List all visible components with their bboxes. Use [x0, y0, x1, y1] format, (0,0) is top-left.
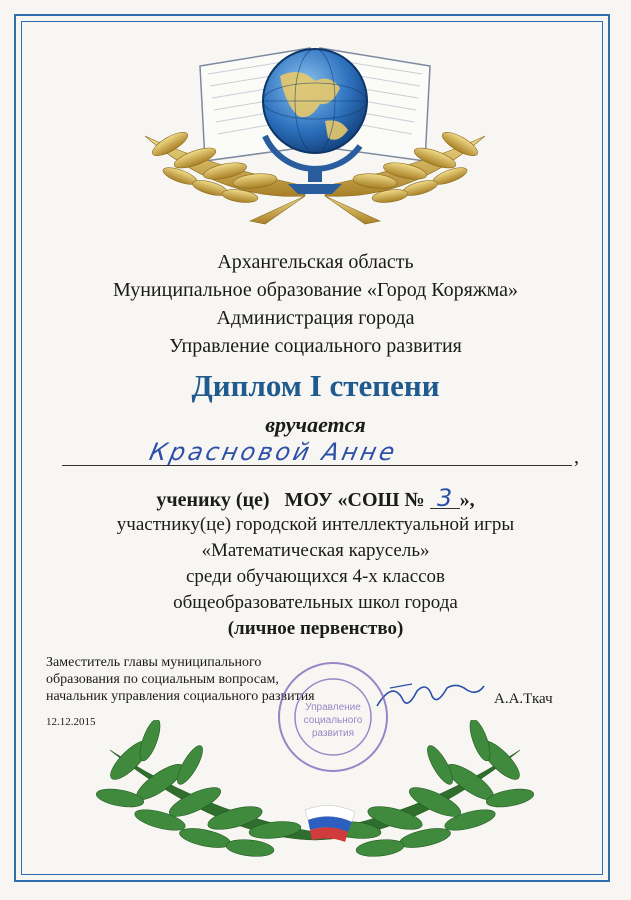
globe-book-emblem-icon: [100, 26, 530, 226]
signatory-line1: Заместитель главы муниципального: [46, 655, 262, 670]
school-number: 3: [430, 488, 460, 509]
competition-type-text: (личное первенство): [227, 618, 404, 639]
grade-line: среди обучающихся 4-х классов: [185, 566, 446, 587]
header-region: Архангельская область: [217, 251, 414, 273]
issue-date: 12.12.2015: [46, 716, 96, 728]
header-department: Управление социального развития: [169, 335, 462, 357]
stamp-text-1: Управление: [305, 702, 361, 713]
signatory-line2: образования по социальным вопросам,: [46, 672, 279, 687]
signatory-line3: начальник управления социального развития: [46, 689, 315, 704]
signatory-name: А.А.Ткач: [494, 691, 553, 707]
recipient-name: Красновой Анне: [147, 438, 401, 466]
participant-line: участнику(це) городской интеллектуальной игры: [116, 514, 515, 535]
green-laurel-icon: [90, 720, 540, 870]
awarded-text: вручается: [265, 412, 366, 437]
school-suffix: »,: [459, 489, 475, 511]
header-municipality: Муниципальное образование «Город Коряжма»: [112, 279, 519, 301]
game-name: «Математическая карусель»: [201, 540, 430, 561]
school-line: [0, 484, 631, 512]
stamp-text-2: социального: [303, 715, 363, 726]
recipient-comma: ,: [574, 446, 579, 468]
stamp-text-3: развития: [311, 728, 355, 739]
diploma-title: Диплом I степени: [191, 368, 440, 403]
competition-type: [0, 616, 631, 642]
schools-line: общеобразовательных школ города: [173, 592, 458, 613]
header-administration: Администрация города: [216, 307, 415, 329]
school-prefix: ученику (це): [156, 489, 270, 511]
school-org: МОУ «СОШ №: [284, 489, 425, 511]
